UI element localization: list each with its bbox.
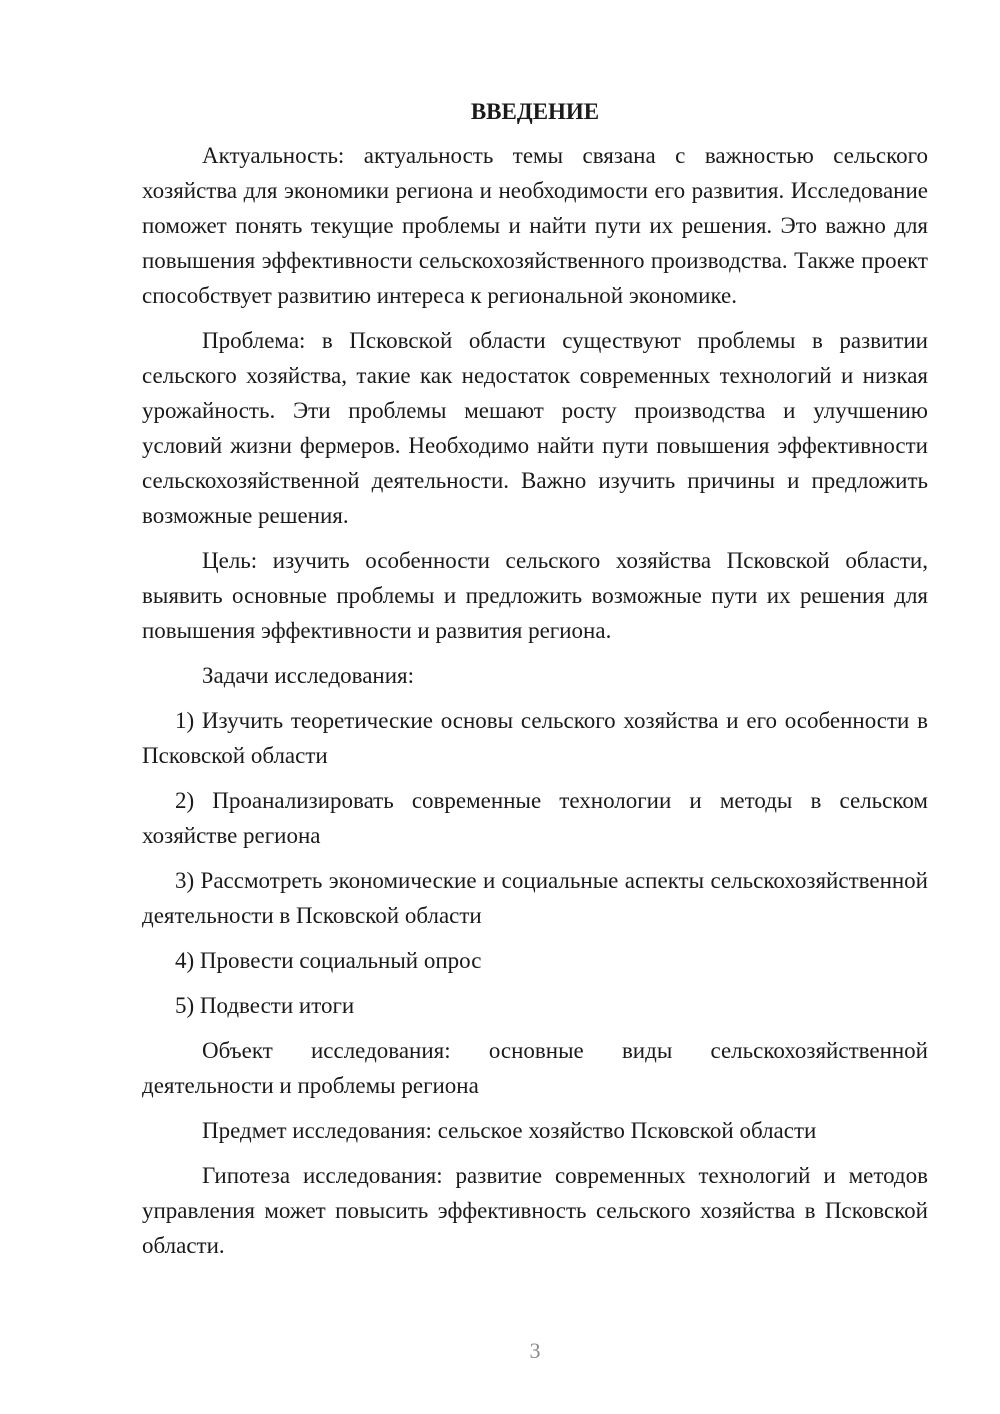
hypothesis-paragraph: Гипотеза исследования: развитие современных технологий и методов управления может повысить эффективность сельского хозяйства в Псковской области. (142, 1163, 928, 1258)
problem-paragraph: Проблема: в Псковской области существуют проблемы в развитии сельского хозяйства, такие как недостаток современных технологий и низкая урожайность. Эти проблемы мешают росту производства и улучшению условий жизни фермеров. Необходимо найти пути повышения эффективности сельскохозяйственной деятельности. Важно изучить причины и предложить возможные решения. (142, 328, 928, 528)
object-paragraph: Объект исследования: основные виды сельскохозяйственной деятельности и проблемы региона (142, 1038, 928, 1098)
task-item-2: 2) Проанализировать современные технологии и методы в сельском хозяйстве региона (142, 788, 928, 848)
task-item-5: 5) Подвести итоги (175, 993, 355, 1018)
page-body (142, 95, 928, 1273)
relevance-paragraph: Актуальность: актуальность темы связана с важностью сельского хозяйства для экономики региона и необходимости его развития. Исследование поможет понять текущие проблемы и найти пути их решения. Это важно для повышения эффективности сельскохозяйственного производства. Также проект способствует развитию интереса к региональной экономике. (142, 143, 928, 308)
section-title: ВВЕДЕНИЕ (470, 99, 600, 124)
tasks-heading: Задачи исследования: (202, 663, 415, 688)
task-item-3: 3) Рассмотреть экономические и социальные аспекты сельскохозяйственной деятельности в Псковской области (142, 868, 928, 928)
goal-paragraph: Цель: изучить особенности сельского хозяйства Псковской области, выявить основные проблемы и предложить возможные пути их решения для повышения эффективности и развития региона. (142, 548, 928, 643)
task-item-1: 1) Изучить теоретические основы сельского хозяйства и его особенности в Псковской области (142, 708, 928, 768)
task-item-4: 4) Провести социальный опрос (175, 948, 482, 973)
subject-paragraph: Предмет исследования: сельское хозяйство Псковской области (202, 1118, 817, 1143)
page-number: 3 (529, 1338, 541, 1363)
